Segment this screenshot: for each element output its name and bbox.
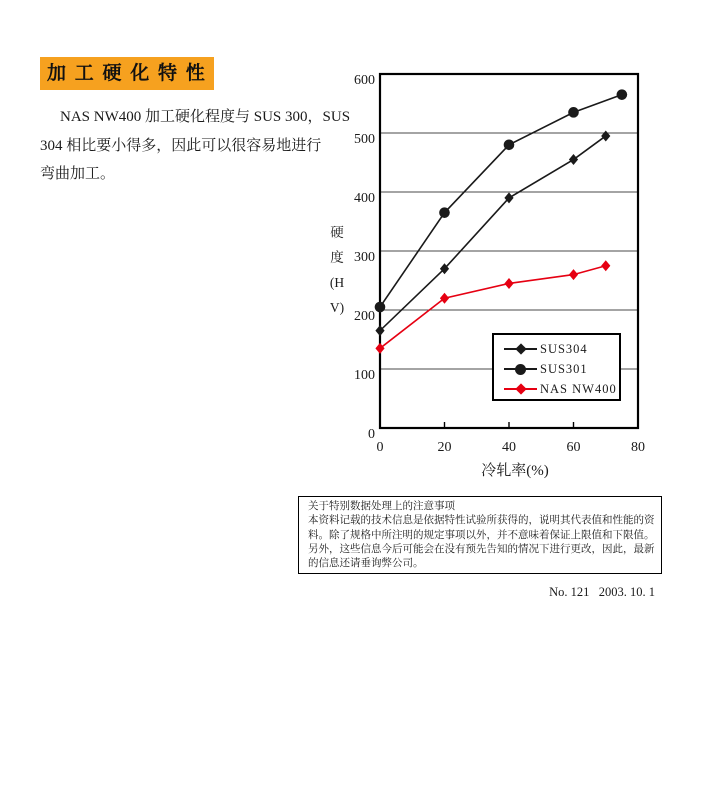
legend-entry-SUS304 (504, 339, 619, 359)
note-line: 料。除了规格中所注明的规定事项以外，并不意味着保证上限值和下限值。 (308, 529, 655, 541)
paragraph-line: 弯曲加工。 (40, 166, 116, 182)
marker-diamond (601, 130, 610, 141)
y-tick-label: 500 (354, 132, 375, 147)
marker-diamond (375, 343, 384, 354)
note-line: 的信息还请垂询弊公司。 (308, 558, 424, 570)
note-line: 另外，这些信息今后可能会在没有预先告知的情况下进行更改，因此，最新 (308, 543, 655, 555)
y-tick-label: 600 (354, 73, 375, 88)
x-tick-label: 20 (437, 440, 452, 455)
legend-label: SUS304 (540, 341, 588, 356)
marker-diamond (504, 278, 513, 289)
x-tick-label: 40 (502, 440, 516, 455)
y-tick-label: 0 (368, 427, 375, 442)
marker-circle (375, 302, 386, 313)
marker-circle (439, 207, 450, 218)
note-line: 本资料记载的技术信息是依据特性试验所获得的，说明其代表值和性能的资 (308, 515, 655, 527)
marker-circle (617, 89, 628, 100)
legend-label: NAS NW400 (540, 381, 617, 396)
y-tick-label: 100 (354, 368, 375, 383)
legend-marker-diamond-icon (515, 383, 526, 394)
marker-circle (568, 107, 579, 118)
y-tick-label: 400 (354, 191, 375, 206)
y-tick-label: 300 (354, 250, 375, 265)
x-axis-label: 冷轧率(%) (481, 463, 549, 479)
intro-paragraph (40, 103, 351, 189)
y-axis-label-line: (H (329, 275, 345, 290)
series-line-SUS301 (380, 95, 622, 307)
diamond-marker-icon (504, 383, 540, 395)
legend-marker-circle-icon (515, 364, 526, 375)
marker-circle (504, 140, 515, 151)
x-tick-label: 0 (376, 440, 384, 455)
y-axis-label-line: 度 (330, 250, 344, 265)
legend-entry-NAS-NW400 (504, 379, 619, 399)
legend-marker-diamond-icon (515, 343, 526, 354)
x-tick-label: 60 (566, 440, 581, 455)
paragraph-line: NAS NW400 加工硬化程度与 SUS 300，SUS (60, 109, 351, 125)
y-tick-label: 200 (354, 309, 375, 324)
marker-diamond (440, 293, 449, 304)
document-number: No. 121 2003. 10. 1 (549, 585, 655, 599)
y-axis-label (325, 220, 349, 320)
marker-diamond (569, 154, 578, 165)
circle-marker-icon (504, 363, 540, 375)
legend-label: SUS301 (540, 361, 588, 376)
legend-entry-SUS301 (504, 359, 619, 379)
note-box (298, 496, 662, 574)
x-tick-label: 80 (631, 440, 645, 455)
marker-diamond (569, 269, 578, 280)
diamond-marker-icon (504, 343, 540, 355)
paragraph-line: 304 相比要小得多，因此可以很容易地进行 (40, 137, 322, 154)
hardness-chart (340, 60, 660, 490)
page-title: 加 工 硬 化 特 性 (40, 57, 214, 90)
note-title: 关于特别数据处理上的注意事项 (308, 501, 455, 512)
marker-diamond (601, 260, 610, 271)
chart-legend (492, 333, 621, 401)
y-axis-label-line: V) (329, 300, 345, 315)
y-axis-label-line: 硬 (330, 225, 344, 240)
series-line-SUS304 (380, 136, 606, 331)
